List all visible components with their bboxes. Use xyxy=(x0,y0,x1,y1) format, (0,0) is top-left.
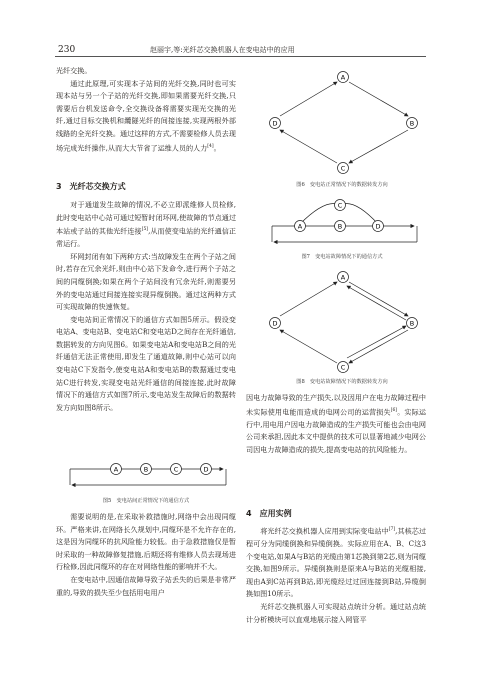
header-rule xyxy=(55,56,426,57)
figure-8-caption: 图8 变电站故障情况下的数据转发方向 xyxy=(296,379,388,385)
fig8-edge-b-a xyxy=(347,286,406,320)
fig5-node-c xyxy=(171,464,182,475)
svg-text:D: D xyxy=(203,465,209,474)
fig6-node-b xyxy=(407,118,418,129)
left-column-upper xyxy=(56,65,236,155)
svg-text:D: D xyxy=(375,222,381,231)
citation-ref: [6] xyxy=(390,407,398,413)
paragraph: 光纤交换。 xyxy=(56,66,92,75)
svg-text:C: C xyxy=(173,465,179,474)
citation-ref: [7] xyxy=(388,527,396,532)
paragraph-text: 将光纤芯交换机器人应用到实际变电站中 xyxy=(260,526,389,536)
svg-text:C: C xyxy=(340,363,346,372)
svg-text:D: D xyxy=(272,119,278,128)
figure-7-diagram xyxy=(268,196,418,248)
fig5-node-d xyxy=(201,464,212,475)
fig8-edge-d-a xyxy=(280,282,337,316)
fig8-node-b xyxy=(407,318,418,329)
paragraph: 在变电站中,因通信故障导致子站丢失的后果是非常严重的,导致的损失至少包括用电用户 xyxy=(56,574,236,597)
fig8-edge-c-d xyxy=(280,330,337,363)
left-column-lower xyxy=(56,511,236,599)
right-column-upper xyxy=(246,392,426,456)
paragraph-text: 。 xyxy=(213,142,221,152)
fig5-node-a xyxy=(111,464,122,475)
fig6-edge-b-c xyxy=(349,130,408,163)
left-column-middle xyxy=(56,199,236,414)
section-heading-4: 4 应用实例 xyxy=(246,509,292,518)
svg-text:D: D xyxy=(272,319,278,328)
figure-8-diagram xyxy=(268,268,418,374)
fig6-edge-c-d xyxy=(280,130,337,163)
paragraph-text: 。实际运行中,用电用户因电力故障造成的生产损失可能也会由电网公司来承担,因此本文中提供的技术可以显著地减少电网公司因电力故障造成的损失,提高变电站的抗风险能力。 xyxy=(246,406,426,454)
fig7-node-a xyxy=(295,221,306,232)
fig7-node-c xyxy=(335,200,346,211)
fig7-node-d xyxy=(373,221,384,232)
svg-text:B: B xyxy=(143,465,149,474)
citation-ref: [5] xyxy=(141,227,149,233)
paragraph-text: 通过此原理,可实现本子站间的光纤交换,同时也可实现本站与另一个子站的光纤交换,即如果需要光纤交换,只需要后台机发送命令,全交换设备将需要实现光交换的光纤,通过目标交换机和纜隧光纤的间接连接,实现两根外部线路的全光纤交换。通过这样的方式,不需要检修人员去现场完成光纤操作,从而大大节省了运维人员的人力 xyxy=(56,78,236,152)
fig8-edge-a-b xyxy=(349,282,408,316)
paragraph-text: 因电力故障导致的生产损失,以及因用户在电力故障过程中未实际使用电能而造成的电网公司的运营损失 xyxy=(246,393,426,416)
fig6-edge-a-b xyxy=(349,82,408,116)
svg-text:C: C xyxy=(337,201,343,210)
figure-6-diagram xyxy=(268,68,418,176)
fig8-edge-b-c xyxy=(349,330,408,363)
figure-5-diagram xyxy=(66,459,231,491)
paragraph: 光纤芯交换机器人可实现站点统计分析。通过站点统计分析模块可以直观地展示接入网管平 xyxy=(246,601,426,624)
paragraph xyxy=(56,199,236,251)
section-heading-3: 3 光纤芯交换方式 xyxy=(56,182,126,191)
figure-5-caption: 图5 变电站间正常情况下的通信方式 xyxy=(102,498,190,504)
paragraph-text: ,从而使变电站的光纤通信正常运行。 xyxy=(56,226,236,249)
svg-text:A: A xyxy=(113,465,119,474)
paragraph: 需要说明的是,在采取补救措施时,网络中会出现同缆环。严格来讲,在网络长久规划中,同缆环是不允许存在的,这是因为同缆环的抗风险能力较低。由于急救措施仅是暂时采取的一种故障修复措施,后期还将有维修人员去现场进行检修,因此同缆环的存在对网络性能的影响并不大。 xyxy=(56,512,236,572)
svg-text:B: B xyxy=(409,119,415,128)
fig6-node-d xyxy=(270,118,281,129)
fig8-node-a xyxy=(338,272,349,283)
figure-7-caption: 图7 变电站故障情况下的通信方式 xyxy=(301,254,383,260)
paragraph: 环网封闭有如下两种方式:当故障发生在两个子站之间时,若存在冗余光纤,则由中心站下发命令,进行两个子站之间的同缆倒换;如果在两个子站间没有冗余光纤,则需要另外的变电站通过间接连接实现异缆倒换。通过这两种方式可实现故障的快速恢复。 xyxy=(56,251,236,312)
paragraph xyxy=(246,524,426,601)
svg-text:A: A xyxy=(340,273,346,282)
fig8-node-c xyxy=(338,362,349,373)
running-title: 赵丽宇,等:光纤芯交换机器人在变电站中的应用 xyxy=(150,46,295,54)
citation-ref: [4] xyxy=(207,143,214,149)
fig8-edge-c-b xyxy=(347,326,406,358)
fig5-node-b xyxy=(141,464,152,475)
paragraph: 变电站间正常情况下的通信方式如图5所示。假设变电站A、变电站B、变电站C和变电站D之间存在光纤通信,数据转发的方向见图6。如果变电站A和变电站B之间的光纤通信无法正常使用,即发生了通道故障,则中心站可以向变电站C下发指令,使变电站A和变电站B的数据通过变电站C进行转发,实现变电站光纤通信的间接连接,此时故障情况下的通信方式如图7所示,变电站发生故障后的数据转发方向如图8所示。 xyxy=(56,314,236,412)
fig7-node-b xyxy=(335,221,346,232)
paragraph-text: 对于通道发生故障的情况,不必立即派维修人员检修,此时变电站中心站可通过短暂时闭环网,使故障的节点通过本站或子站的其他光纤连接 xyxy=(56,200,236,236)
paragraph xyxy=(246,392,426,456)
fig6-node-a xyxy=(338,72,349,83)
fig8-node-d xyxy=(270,318,281,329)
paragraph xyxy=(56,78,236,155)
svg-text:B: B xyxy=(409,319,415,328)
fig6-node-c xyxy=(338,163,349,174)
figure-6-caption: 图6 变电站正常情况下的数据转发方向 xyxy=(296,182,388,188)
svg-text:B: B xyxy=(337,222,343,231)
svg-text:C: C xyxy=(340,164,346,173)
right-column-lower xyxy=(246,524,426,626)
svg-text:A: A xyxy=(297,222,303,231)
paragraph-text: ,其核芯过程可分为同缆倒换和异缆倒换。实际应用在A、B、C这3个变电站,如果A与B站的光缆由第1芯换到第2芯,则为同缆交换,如图9所示。异缆倒换则是原来A与B站的光缆相接,现由A到C站再到B站,即光缆经过过回连接到B站,异缆倒换如图10所示。 xyxy=(246,526,426,599)
svg-text:A: A xyxy=(340,73,346,82)
page-number: 230 xyxy=(58,45,76,55)
fig6-edge-d-a xyxy=(280,82,337,116)
